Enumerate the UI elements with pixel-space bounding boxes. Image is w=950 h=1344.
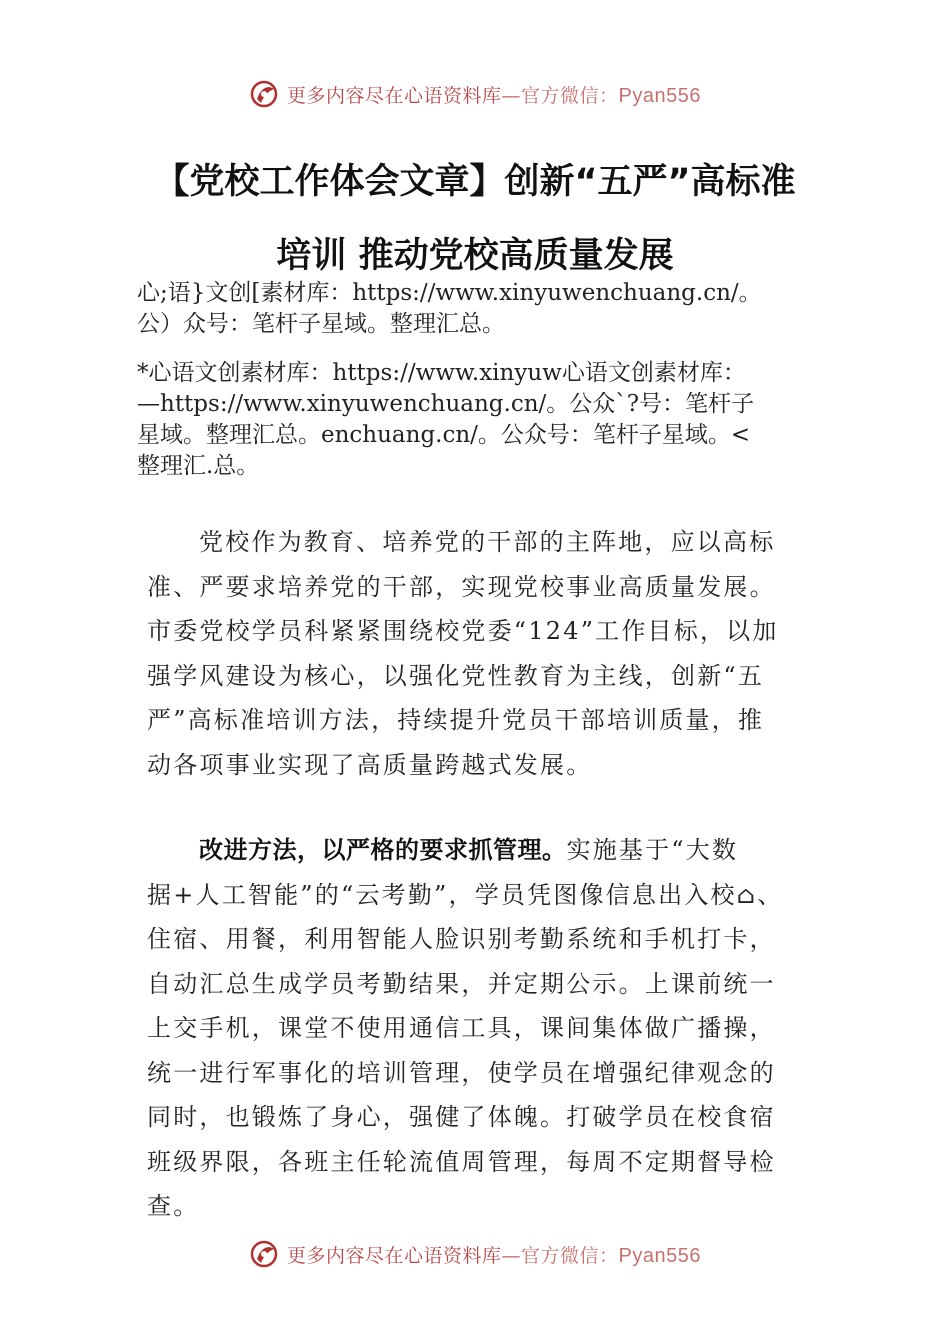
paragraph-line: 自动汇总生成学员考勤结果，并定期公示。上课前统一 xyxy=(147,969,776,998)
paragraph-line: 动各项事业实现了高质量跨越式发展。 xyxy=(147,750,593,779)
paragraph-text: 实施基于“大数 xyxy=(566,836,739,864)
paragraph-line xyxy=(147,828,812,873)
banner-text: 更多内容尽在心语资料库—官方微信：Pyan556 xyxy=(287,1244,701,1267)
brand-logo-icon xyxy=(249,79,279,109)
source-note-line: 整理汇.总。 xyxy=(137,453,260,479)
document-title-line-2: 培训 推动党校高质量发展 xyxy=(276,236,674,276)
paragraph-line: 严”高标准培训方法，持续提升党员干部培训质量，推 xyxy=(147,706,765,734)
footer-banner xyxy=(0,1234,950,1274)
paragraph-line: 查。 xyxy=(147,1192,200,1220)
document-title-line-1: 【党校工作体会文章】创新“五严”高标准 xyxy=(154,162,796,202)
paragraph-line: 住宿、用餐，利用智能人脸识别考勤系统和手机打卡， xyxy=(147,925,776,953)
paragraph-line: 班级界限，各班主任轮流值周管理，每周不定期督导检 xyxy=(147,1147,776,1176)
source-note-line: 公）众号：笔杆子星域。整理汇总。 xyxy=(137,311,505,337)
source-note-line: 星域。整理汇总。enchuang.cn/。公众号：笔杆子星域。< xyxy=(137,422,751,448)
paragraph-line: 上交手机，课堂不使用通信工具，课间集体做广播操， xyxy=(147,1014,776,1042)
body-paragraph-2 xyxy=(147,828,812,1229)
header-banner xyxy=(0,74,950,114)
source-note-2 xyxy=(137,358,827,482)
brand-logo-icon xyxy=(249,1239,279,1269)
banner-text: 更多内容尽在心语资料库—官方微信：Pyan556 xyxy=(287,84,701,107)
paragraph-line: 准、严要求培养党的干部，实现党校事业高质量发展。 xyxy=(147,572,776,601)
paragraph-line: 党校作为教育、培养党的干部的主阵地，应以高标 xyxy=(199,528,776,556)
source-note-line: *心语文创素材库：https://www.xinyuw心语文创素材库： xyxy=(137,360,746,386)
source-note-1 xyxy=(137,278,827,340)
paragraph-line: 市委党校学员科紧紧围绕校党委“124”工作目标，以加 xyxy=(147,617,779,645)
source-note-line: 心;语}文创[素材库：https://www.xinyuwenchuang.cn/。 xyxy=(137,280,762,306)
section-heading: 改进方法，以严格的要求抓管理。 xyxy=(199,836,567,864)
paragraph-line: 统一进行军事化的培训管理，使学员在增强纪律观念的 xyxy=(147,1058,776,1087)
paragraph-line: 据+人工智能”的“云考勤”，学员凭图像信息出入校⌂、 xyxy=(147,880,784,909)
source-note-line: —https://www.xinyuwenchuang.cn/。公众`?号：笔杆子 xyxy=(137,391,755,417)
paragraph-line: 同时，也锻炼了身心，强健了体魄。打破学员在校食宿 xyxy=(147,1103,776,1131)
body-paragraph-1 xyxy=(147,520,812,787)
paragraph-line: 强学风建设为核心，以强化党性教育为主线，创新“五 xyxy=(147,661,765,690)
